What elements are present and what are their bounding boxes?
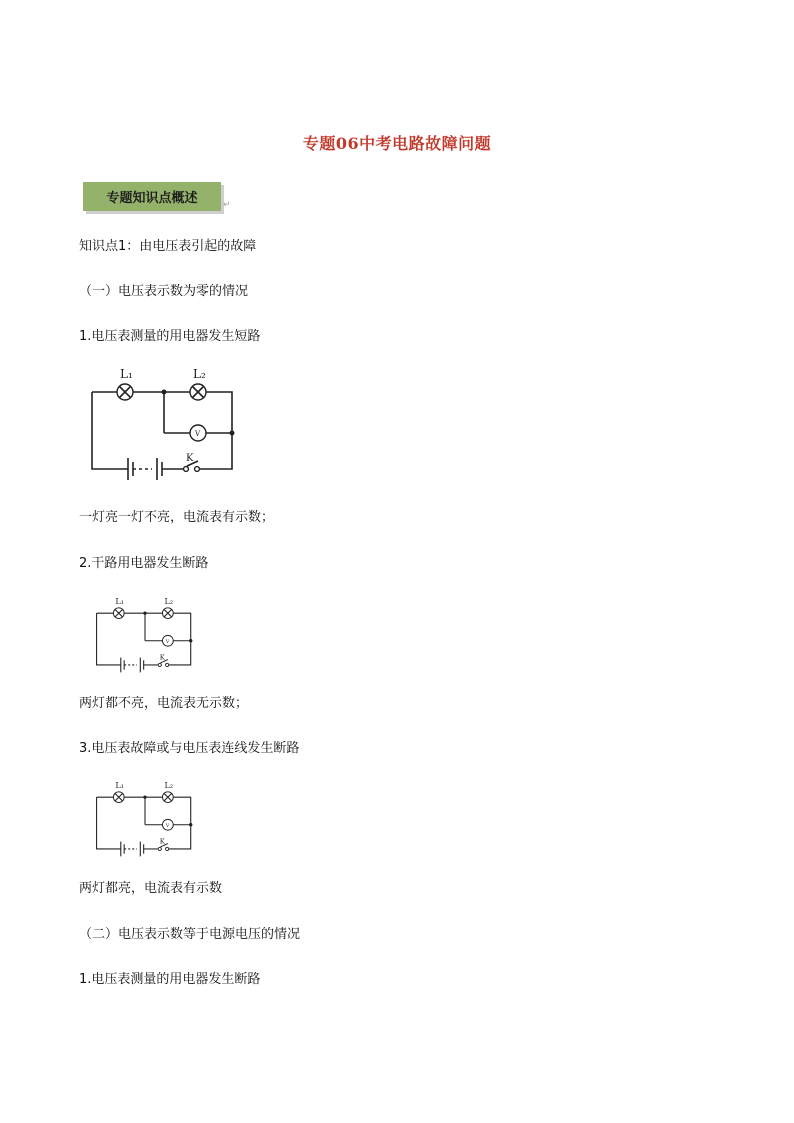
case-1-heading: 1.电压表测量的用电器发生短路 xyxy=(79,329,261,344)
lamp-l2-label: L₂ xyxy=(193,367,206,381)
case-2-heading: 2.干路用电器发生断路 xyxy=(79,556,209,571)
case-2-result: 两灯都不亮，电流表无示数； xyxy=(79,696,249,711)
switch-label: K xyxy=(186,453,194,464)
lamp-l1-label: L₁ xyxy=(115,780,124,790)
paragraph-mark-icon: ↵ xyxy=(223,200,231,210)
voltmeter-label: V xyxy=(165,639,170,645)
case-4-heading: 1.电压表测量的用电器发生断路 xyxy=(79,972,261,987)
case-heading-source: （二）电压表示数等于电源电压的情况 xyxy=(79,927,301,942)
case-3-result: 两灯都亮，电流表有示数 xyxy=(79,881,223,896)
lamp-l1-label: L₁ xyxy=(115,596,124,606)
case-3-heading: 3.电压表故障或与电压表连线发生断路 xyxy=(79,741,300,756)
lamp-l2-label: L₂ xyxy=(164,596,174,606)
knowledge-point-heading: 知识点1：由电压表引起的故障 xyxy=(79,239,257,254)
voltmeter-label: V xyxy=(165,823,170,829)
circuit-diagram-2 xyxy=(83,593,207,671)
circuit-diagram-3 xyxy=(83,777,207,855)
lamp-l1-label: L₁ xyxy=(120,367,133,381)
case-heading-zero: （一）电压表示数为零的情况 xyxy=(79,284,249,299)
switch-label: K xyxy=(159,653,165,662)
section-badge: 专题知识点概述 xyxy=(83,182,221,211)
circuit-diagram-1 xyxy=(86,362,242,478)
lamp-l2-label: L₂ xyxy=(164,780,174,790)
voltmeter-label: V xyxy=(195,430,201,438)
case-1-result: 一灯亮一灯不亮，电流表有示数； xyxy=(79,510,275,525)
switch-label: K xyxy=(159,837,165,846)
document-title: 专题06中考电路故障问题 xyxy=(302,134,492,153)
